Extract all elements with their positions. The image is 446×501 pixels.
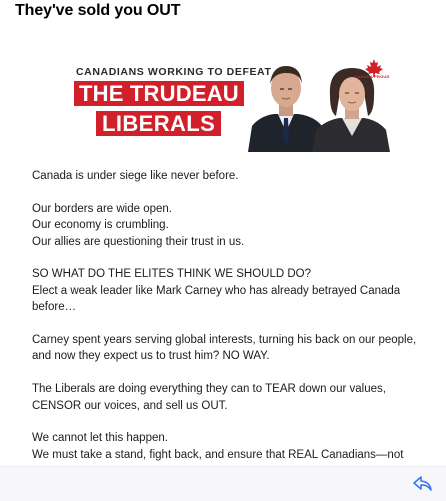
body-line: Our economy is crumbling.: [32, 219, 169, 232]
body-paragraph: [32, 266, 417, 315]
banner-headline-line1: THE TRUDEAU: [74, 81, 244, 106]
email-banner-image: [66, 56, 392, 152]
body-line: Our allies are questioning their trust in us.: [32, 235, 245, 248]
banner-tagline: CANADIANS WORKING TO DEFEAT: [76, 66, 272, 78]
reply-icon[interactable]: [412, 473, 434, 495]
body-line: CENSOR our voices, and sell us OUT.: [32, 399, 228, 412]
email-body: [32, 168, 417, 480]
body-line: We cannot let this happen.: [32, 432, 168, 445]
body-line: before…: [32, 301, 77, 314]
body-paragraph: [32, 168, 417, 184]
body-line: Our borders are wide open.: [32, 202, 172, 215]
body-line: We must take a stand, fight back, and ensure that REAL Canadians—not: [32, 448, 404, 461]
body-paragraph: [32, 201, 417, 250]
logo-label: CANADA PROUD: [354, 74, 390, 79]
body-paragraph: [32, 332, 417, 365]
body-line: The Liberals are doing everything they can to TEAR down our values,: [32, 383, 386, 396]
body-line: Carney spent years serving global interests, turning his back on our people,: [32, 334, 417, 347]
body-paragraph: [32, 381, 417, 414]
body-line: Elect a weak leader like Mark Carney who has already betrayed Canada: [32, 284, 401, 297]
body-paragraph: [32, 430, 417, 463]
body-line: and now they expect us to trust him? NO WAY.: [32, 350, 270, 363]
body-line: SO WHAT DO THE ELITES THINK WE SHOULD DO?: [32, 268, 312, 281]
mail-toolbar: [0, 466, 446, 501]
email-subject: They've sold you OUT: [15, 2, 181, 19]
body-line: Canada is under siege like never before.: [32, 170, 239, 182]
banner-headline-line2: LIBERALS: [96, 111, 221, 136]
